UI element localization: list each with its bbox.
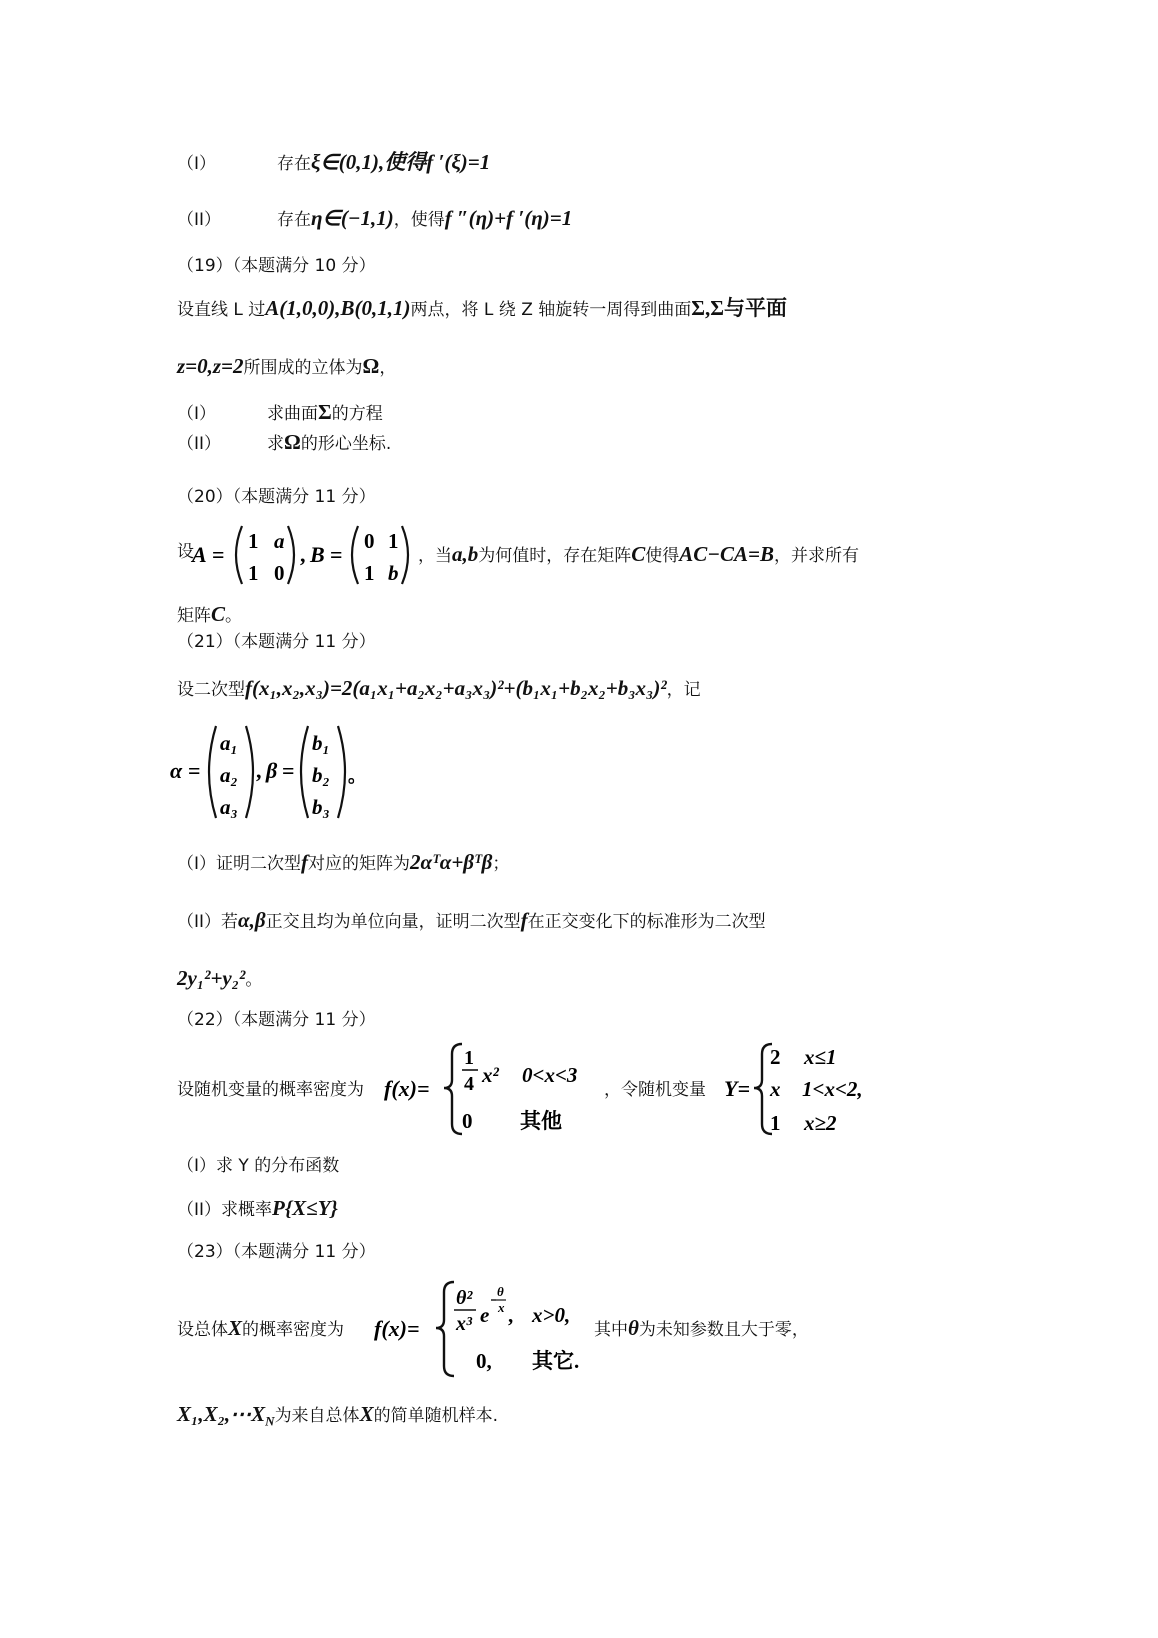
text: （I）证明二次型: [177, 854, 302, 874]
math: η∈(−1,1): [311, 206, 394, 230]
q20-line-1-pre: 设: [177, 542, 194, 562]
frac-den: 4: [464, 1073, 474, 1095]
math: P{X≤Y}: [272, 1196, 338, 1220]
Y-label: Y=: [724, 1076, 750, 1101]
condition: x≤1: [804, 1045, 837, 1069]
math: f(x₁,x₂,x₃)=2(a₁x₁+a₂x₂+a₃x₃)²+(b₁x₁+b₂x₂+b₃x₃)²: [245, 676, 667, 700]
q20-matrices: [190, 520, 430, 590]
q21-vectors: [168, 720, 368, 824]
text: 为来自总体: [274, 1406, 360, 1426]
math: Ω: [284, 430, 301, 454]
math: a,b: [452, 542, 479, 566]
part-label: （II）: [177, 434, 222, 454]
condition: x>0,: [532, 1303, 571, 1327]
text: 。: [245, 970, 263, 990]
exp-base: e: [480, 1303, 490, 1327]
value: 1: [770, 1111, 781, 1135]
q19-header: （19）（本题满分 10 分）: [177, 256, 376, 276]
text: ，使得: [393, 210, 445, 230]
paren-left: [352, 526, 358, 584]
condition: 0<x<3: [522, 1063, 578, 1087]
q21-part-2: [177, 910, 766, 931]
math: Σ: [318, 400, 332, 424]
text: 在正交变化下的标准形为二次型: [527, 912, 766, 932]
equals: =: [188, 758, 201, 783]
text: 的简单随机样本.: [373, 1406, 498, 1426]
math: X: [228, 1316, 243, 1340]
q21-part-1: [177, 852, 509, 873]
cell: 0: [274, 561, 285, 585]
cell: 1: [388, 529, 399, 553]
x-squared: x²: [482, 1063, 499, 1087]
q23-line-1-b: [594, 1318, 809, 1339]
exp-num: θ: [497, 1284, 504, 1299]
q22-Y-piecewise: [722, 1038, 922, 1138]
value: x: [770, 1077, 781, 1101]
text: ，当: [418, 546, 452, 566]
text: 的形心坐标.: [300, 434, 392, 454]
paren-right: [246, 726, 253, 818]
cell: 1: [248, 529, 259, 553]
math: f: [520, 908, 528, 932]
math: 2αᵀα+βᵀβ: [410, 850, 493, 874]
text: （II）求概率: [177, 1200, 273, 1220]
part-label: （I）: [177, 404, 217, 424]
math: ξ∈(0,1),使得f ′(ξ)=1: [311, 150, 491, 174]
text: （II）若: [177, 912, 239, 932]
math: 2y₁²+y₂²: [177, 966, 246, 990]
text: 求曲面: [267, 404, 318, 424]
math: X: [359, 1402, 374, 1426]
matrix-B-label: B: [310, 542, 325, 567]
equals: =: [282, 758, 295, 783]
q19-part-2: [177, 432, 391, 453]
brace: [444, 1044, 462, 1134]
math: Ω: [362, 354, 380, 378]
q23-density-piecewise: [372, 1276, 602, 1382]
q22-density-piecewise: [382, 1038, 612, 1138]
cell: b₃: [312, 795, 330, 819]
cell: a: [274, 529, 285, 553]
text: 。: [225, 606, 243, 626]
alpha-label: α: [170, 758, 183, 783]
math-subscript: N: [265, 1413, 275, 1429]
comma: ,: [300, 542, 306, 567]
q21-header: （21）（本题满分 11 分）: [177, 632, 376, 652]
math: α,β: [238, 908, 266, 932]
text: 其中: [594, 1320, 628, 1340]
q22-line-1-a: 设随机变量的概率密度为: [177, 1080, 364, 1100]
cell: b₂: [312, 763, 330, 787]
cell: a₂: [220, 763, 238, 787]
comma: ,: [256, 758, 262, 783]
text: 对应的矩阵为: [308, 854, 411, 874]
q21-part-2-cont: [177, 968, 262, 989]
frac-num: θ²: [456, 1287, 473, 1309]
text: ；: [492, 854, 510, 874]
text: ，并求所有: [774, 546, 859, 566]
beta-label: β: [266, 758, 278, 783]
brace: [436, 1282, 454, 1376]
cell: a₃: [220, 795, 238, 819]
q20-header: （20）（本题满分 11 分）: [177, 487, 376, 507]
math: f: [301, 850, 309, 874]
q22-header: （22）（本题满分 11 分）: [177, 1010, 376, 1030]
math: A(1,0,0),B(0,1,1): [265, 296, 411, 320]
text: 设直线 L 过: [177, 300, 266, 320]
text: 设总体: [177, 1320, 228, 1340]
comma: ,: [508, 1303, 514, 1327]
text: ，记: [666, 680, 701, 700]
paren-left: [301, 726, 308, 818]
part-label: （I）: [177, 154, 217, 174]
q21-line-1: [177, 678, 701, 699]
q19-part-1: [177, 402, 383, 423]
q18-part-2: [177, 208, 572, 229]
text: 设二次型: [177, 680, 245, 700]
q23-line-1-a: [177, 1318, 344, 1339]
equals: =: [212, 542, 225, 567]
cell: b₁: [312, 731, 330, 755]
q18-part-1: [177, 152, 490, 173]
math: θ: [628, 1316, 639, 1340]
text: 存在: [277, 154, 311, 174]
q23-line-2: [177, 1404, 498, 1427]
frac-num: 1: [464, 1047, 474, 1069]
text: 求: [267, 434, 284, 454]
paren-left: [209, 726, 216, 818]
q22-line-1-b: ，令随机变量: [604, 1080, 706, 1100]
q20-line-1-rest: [418, 544, 859, 565]
zero: 0: [462, 1109, 473, 1133]
text: 为何值时，存在矩阵: [478, 546, 632, 566]
zero: 0,: [476, 1349, 492, 1373]
exp-den: x: [498, 1300, 505, 1315]
matrix-A-label: A: [192, 542, 207, 567]
cell: 1: [364, 561, 375, 585]
text: 两点，将 L 绕 Z 轴旋转一周得到曲面: [410, 300, 692, 320]
q22-part-2: [177, 1198, 338, 1219]
text: 的概率密度为: [242, 1320, 345, 1340]
cell: b: [388, 561, 399, 585]
text: ，: [379, 358, 397, 378]
otherwise: 其它.: [532, 1349, 580, 1373]
math: z=0,z=2: [177, 354, 244, 378]
math: AC−CA=B: [679, 542, 774, 566]
math: C: [211, 602, 226, 626]
fx-label: f(x)=: [384, 1076, 430, 1101]
text: 正交且均为单位向量，证明二次型: [265, 912, 521, 932]
q19-line-2: [177, 356, 396, 377]
text: 存在: [277, 210, 311, 230]
math: Σ,Σ与平面: [691, 296, 787, 320]
frac-den: x³: [456, 1313, 472, 1335]
math: C: [631, 542, 646, 566]
q20-line-2: [177, 604, 242, 625]
otherwise: 其他: [520, 1109, 562, 1133]
condition: x≥2: [804, 1111, 837, 1135]
fx-label: f(x)=: [374, 1316, 420, 1341]
text: 的方程: [331, 404, 383, 424]
equals: =: [330, 542, 343, 567]
text: 矩阵: [177, 606, 211, 626]
q19-line-1: [177, 298, 787, 319]
math: f ″(η)+f ′(η)=1: [444, 206, 573, 230]
part-label: （II）: [177, 210, 222, 230]
period: 。: [348, 766, 366, 786]
q22-part-1: （I）求 Y 的分布函数: [177, 1156, 340, 1176]
value: 2: [770, 1045, 781, 1069]
text: 使得: [645, 546, 680, 566]
text: 为未知参数且大于零，: [638, 1320, 809, 1340]
cell: 0: [364, 529, 375, 553]
paren-right: [338, 726, 345, 818]
cell: a₁: [220, 731, 238, 755]
paren-right: [288, 526, 294, 584]
math: X₁,X₂,⋯X: [177, 1402, 266, 1426]
condition: 1<x<2,: [802, 1077, 863, 1101]
paren-right: [402, 526, 408, 584]
text: 所围成的立体为: [243, 358, 363, 378]
paren-left: [236, 526, 242, 584]
cell: 1: [248, 561, 259, 585]
q23-header: （23）（本题满分 11 分）: [177, 1242, 376, 1262]
